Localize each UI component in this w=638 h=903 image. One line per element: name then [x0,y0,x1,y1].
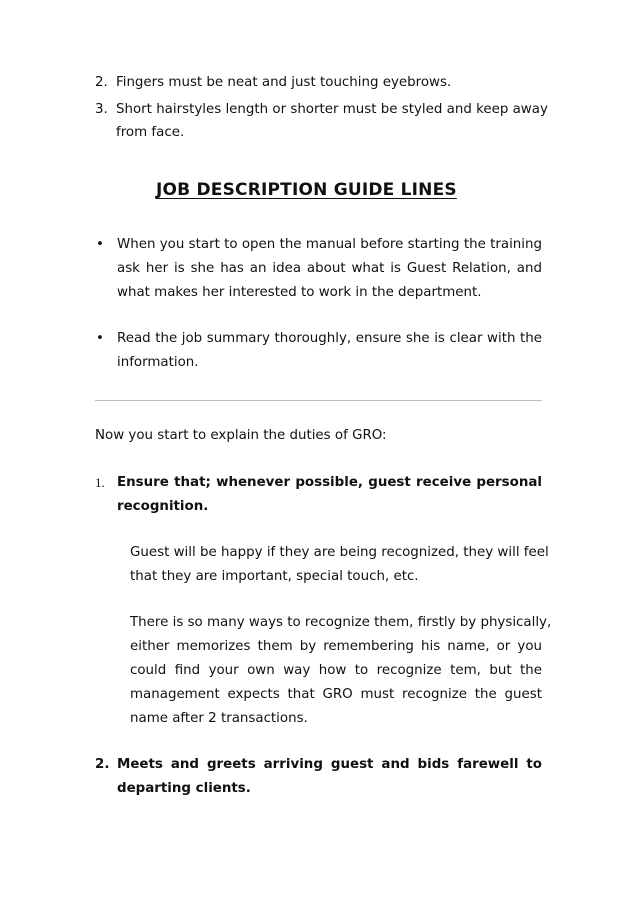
duty-paragraph-text: Guest will be happy if they are being recognized, they will feel [130,545,549,560]
bullet-text: what makes her interested to work in the department. [117,285,482,300]
duty-title: departing clients. [117,781,251,796]
list-item-text: from face. [116,125,185,140]
list-item-number: 2. [95,75,108,90]
bullet-text: When you start to open the manual before starting the training [117,237,542,252]
duty-title: Ensure that; whenever possible, guest receive personal [117,475,542,490]
bullet-text: ask her is she has an idea about what is Guest Relation, and [117,261,542,276]
bullet-text: Read the job summary thoroughly, ensure she is clear with the [117,331,542,346]
list-item-text: Short hairstyles length or shorter must be styled and keep away [116,102,548,117]
section-heading: JOB DESCRIPTION GUIDE LINES [156,180,457,200]
duty-number: 2. [95,757,110,772]
duty-title: recognition. [117,499,209,514]
duty-number: 1. [95,475,105,490]
duty-paragraph-text: could find your own way how to recognize tem, but the [130,663,542,678]
bullet-icon: • [96,331,104,346]
bullet-text: information. [117,355,199,370]
duty-paragraph-text: either memorizes them by remembering his name, or you [130,639,542,654]
intro-text: Now you start to explain the duties of GRO: [95,428,387,443]
duty-paragraph-text: There is so many ways to recognize them, firstly by physically, [130,615,552,630]
duty-paragraph-text: management expects that GRO must recognize the guest [130,687,542,702]
list-item-text: Fingers must be neat and just touching eyebrows. [116,75,452,90]
duty-paragraph-text: that they are important, special touch, etc. [130,569,419,584]
duty-title: Meets and greets arriving guest and bids farewell to [117,757,542,772]
duty-paragraph-text: name after 2 transactions. [130,711,308,726]
divider [95,400,542,401]
bullet-icon: • [96,237,104,252]
list-item-number: 3. [95,102,108,117]
